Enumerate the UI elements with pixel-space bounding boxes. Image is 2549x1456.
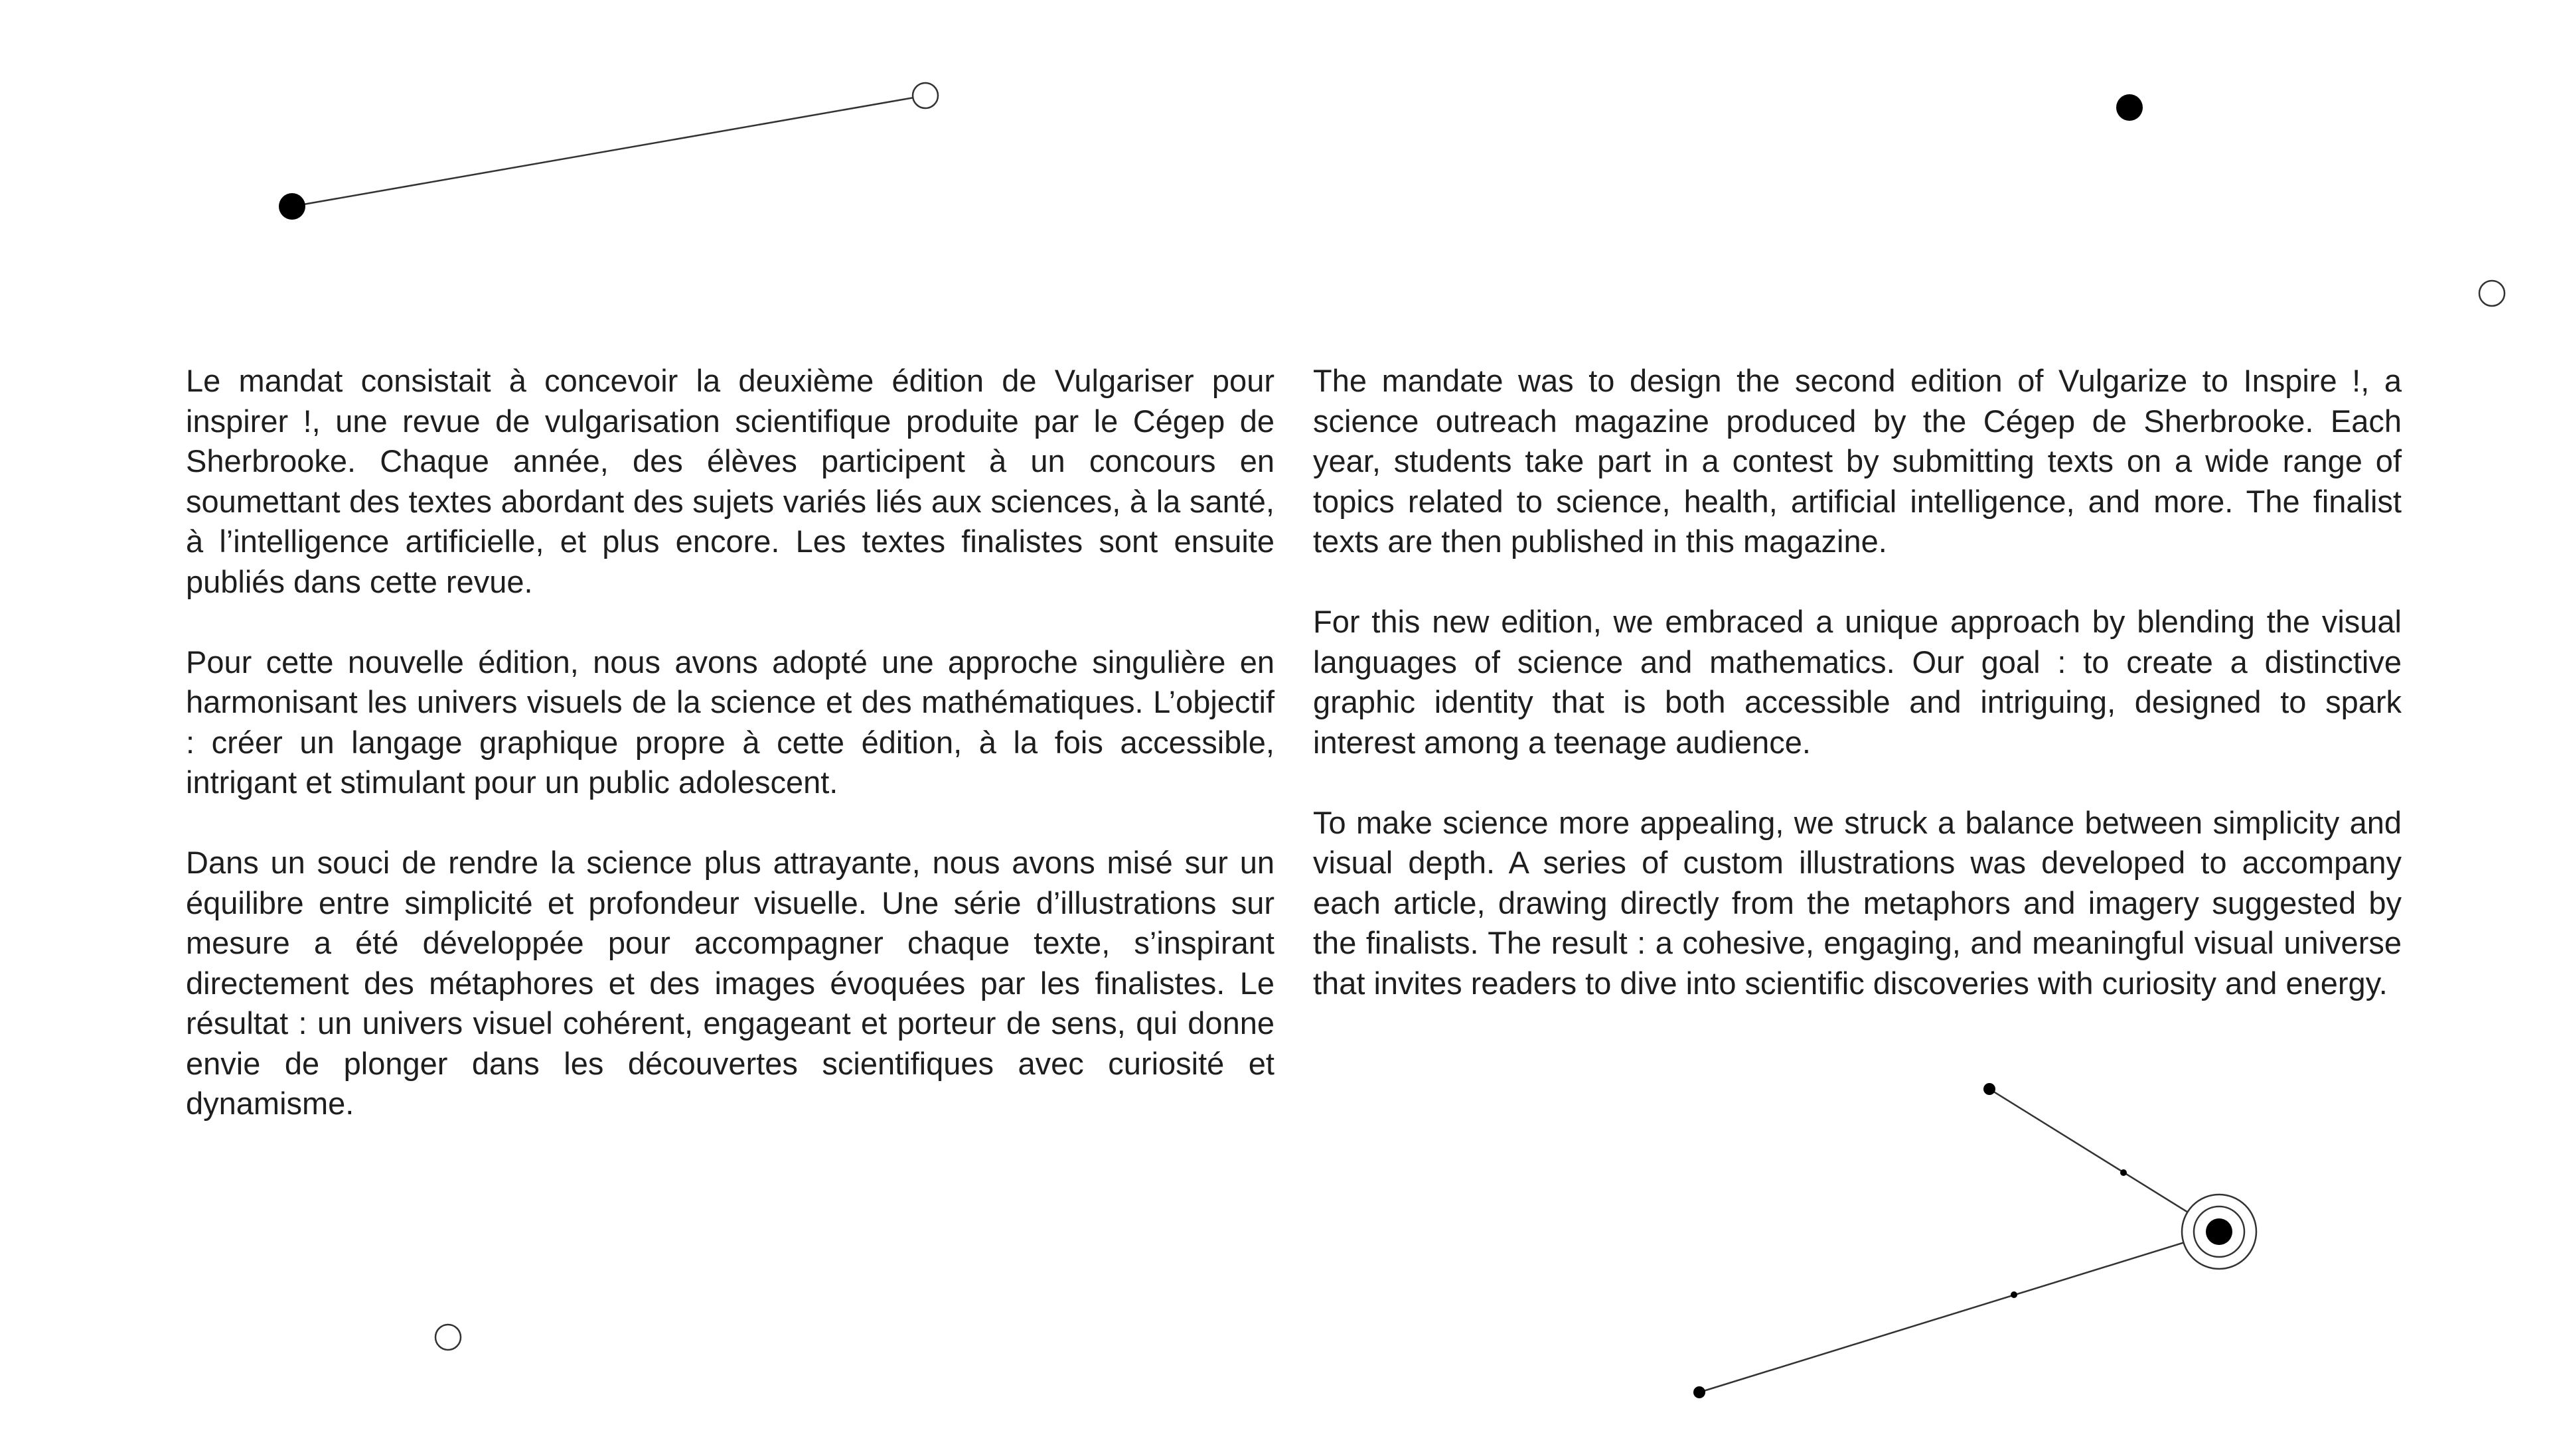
paragraph: The mandate was to design the second edition of Vulgarize to Inspire !, a science outreach magazine produced by the Cégep de Sherbrooke. Each year, students take part in a contest by submitting texts on a wide range of topics related to science, health, artificial intelligence, and more. The finalist texts are then published in this magazine. bbox=[1313, 363, 2402, 559]
english-text-column bbox=[1313, 361, 2402, 1044]
paragraph: Pour cette nouvelle édition, nous avons adopté une approche singulière en harmonisant les univers visuels de la science et des mathématiques. L’objectif : créer un langage graphique propre à cette édition, à la fois accessible, intrigant et stimulant pour un public adolescent. bbox=[186, 644, 1274, 800]
connector-line bbox=[292, 96, 925, 206]
small-node-icon bbox=[1983, 1083, 1995, 1095]
target-constellation bbox=[1693, 1083, 2256, 1398]
solid-node-icon bbox=[279, 193, 305, 220]
small-node-icon bbox=[1693, 1386, 1705, 1398]
paragraph: To make science more appealing, we struck a balance between simplicity and visual depth. A series of custom illustrations was developed to accompany each article, drawing directly from the metaphors and imagery suggested by the finalists. The result : a cohesive, engaging, and meaningful visual universe that invites readers to dive into scientific discoveries with curiosity and energy. bbox=[1313, 804, 2402, 1001]
paragraph: Le mandat consistait à concevoir la deuxième édition de Vulgariser pour inspirer !, une revue de vulgarisation scientifique produite par le Cégep de Sherbrooke. Chaque année, des élèves participent à un concours en soumettant des textes abordant des sujets variés liés aux sciences, à la santé, à l’intelligence artificielle, et plus encore. Les textes finalistes sont ensuite publiés dans cette revue. bbox=[186, 363, 1274, 599]
hollow-node-icon bbox=[2479, 281, 2505, 306]
solid-node-icon bbox=[2116, 94, 2143, 121]
french-text-column bbox=[186, 361, 1274, 1164]
small-node-icon bbox=[2011, 1291, 2017, 1298]
top-left-node-connection bbox=[279, 83, 938, 220]
connector-line bbox=[1989, 1089, 2219, 1232]
paragraph: Dans un souci de rendre la science plus attrayante, nous avons misé sur un équilibre entre simplicité et profondeur visuelle. Une série d’illustrations sur mesure a été développée pour accompagner chaque texte, s’inspirant directement des métaphores et des images évoquées par les finalistes. Le résultat : un univers visuel cohérent, engageant et porteur de sens, qui donne envie de plonger dans les découvertes scientifiques avec curiosité et dynamisme. bbox=[186, 845, 1274, 1121]
connector-line bbox=[1699, 1232, 2219, 1392]
small-node-icon bbox=[2120, 1169, 2127, 1176]
target-inner-ring-icon bbox=[2194, 1206, 2244, 1257]
target-outer-ring-icon bbox=[2182, 1195, 2256, 1269]
hollow-node-icon bbox=[913, 83, 938, 108]
hollow-node-icon bbox=[435, 1325, 461, 1350]
paragraph: For this new edition, we embraced a unique approach by blending the visual languages of science and mathematics. Our goal : to create a distinctive graphic identity that is both accessible and intriguing, designed to spark interest among a teenage audience. bbox=[1313, 604, 2402, 760]
target-center-icon bbox=[2206, 1218, 2232, 1245]
